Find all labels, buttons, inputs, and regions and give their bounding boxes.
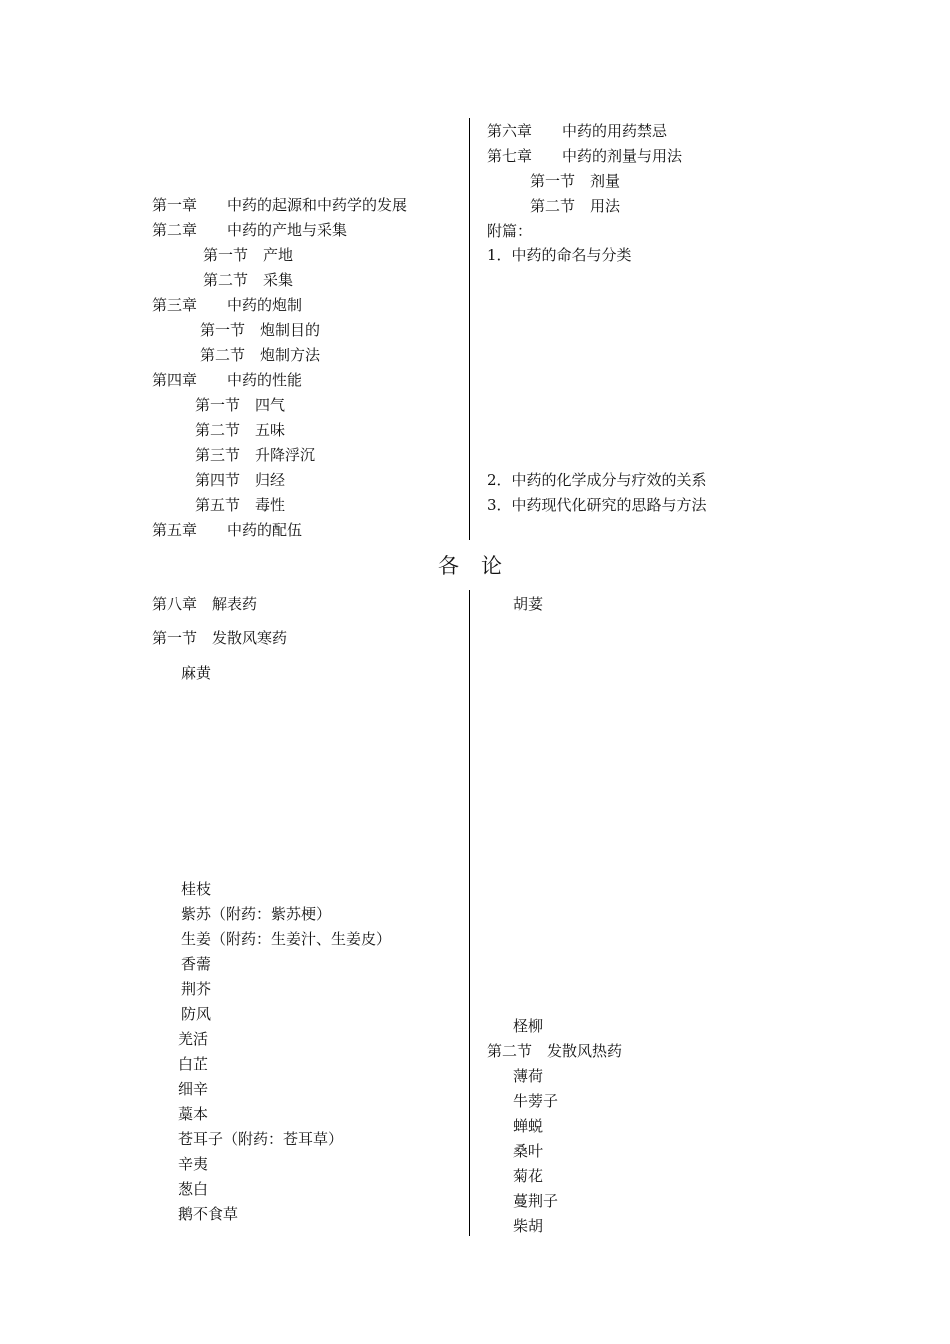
chapter-7-section-2: 第二节 用法 bbox=[530, 197, 621, 215]
chapter-7-section-1: 第一节 剂量 bbox=[530, 172, 621, 190]
appendix-item-2: 2．中药的化学成分与疗效的关系 bbox=[487, 471, 707, 489]
herb-chaihu: 柴胡 bbox=[513, 1217, 544, 1235]
chapter-2-section-2: 第二节 采集 bbox=[203, 271, 294, 289]
chapter-3-section-1: 第一节 炮制目的 bbox=[200, 321, 321, 339]
herb-cangerzi: 苍耳子（附药：苍耳草） bbox=[178, 1130, 344, 1148]
herb-zisu: 紫苏（附药：紫苏梗） bbox=[181, 905, 332, 923]
chapter-8-section-1: 第一节 发散风寒药 bbox=[152, 629, 288, 647]
chapter-4-section-3: 第三节 升降浮沉 bbox=[195, 446, 316, 464]
column-divider-top bbox=[469, 118, 470, 540]
appendix-item-3: 3．中药现代化研究的思路与方法 bbox=[487, 496, 707, 514]
herb-fangfeng: 防风 bbox=[181, 1005, 212, 1023]
herb-mahuang: 麻黄 bbox=[181, 664, 212, 682]
herb-manjingzi: 蔓荆子 bbox=[513, 1192, 559, 1210]
chapter-7: 第七章 中药的剂量与用法 bbox=[487, 147, 683, 165]
chapter-3-section-2: 第二节 炮制方法 bbox=[200, 346, 321, 364]
herb-congbai: 葱白 bbox=[178, 1180, 209, 1198]
chapter-4-section-2: 第二节 五味 bbox=[195, 421, 286, 439]
appendix-title: 附篇： bbox=[487, 222, 533, 240]
herb-jingjie: 荆芥 bbox=[181, 980, 212, 998]
chapter-6: 第六章 中药的用药禁忌 bbox=[487, 122, 668, 140]
section-heading: 各论 bbox=[438, 554, 524, 578]
chapter-5: 第五章 中药的配伍 bbox=[152, 521, 303, 539]
chapter-8: 第八章 解表药 bbox=[152, 595, 258, 613]
herb-shengjiang: 生姜（附药：生姜汁、生姜皮） bbox=[181, 930, 392, 948]
herb-sangye: 桑叶 bbox=[513, 1142, 544, 1160]
herb-ebushicao: 鹅不食草 bbox=[178, 1205, 239, 1223]
herb-juhua: 菊花 bbox=[513, 1167, 544, 1185]
herb-xinyi: 辛夷 bbox=[178, 1155, 209, 1173]
herb-bohe: 薄荷 bbox=[513, 1067, 544, 1085]
herb-xiangru: 香薷 bbox=[181, 955, 212, 973]
herb-niubangzi: 牛蒡子 bbox=[513, 1092, 559, 1110]
chapter-4: 第四章 中药的性能 bbox=[152, 371, 303, 389]
chapter-8-section-2: 第二节 发散风热药 bbox=[487, 1042, 623, 1060]
chapter-2: 第二章 中药的产地与采集 bbox=[152, 221, 348, 239]
herb-guizhi: 桂枝 bbox=[181, 880, 212, 898]
chapter-4-section-4: 第四节 归经 bbox=[195, 471, 286, 489]
chapter-4-section-5: 第五节 毒性 bbox=[195, 496, 286, 514]
herb-xixin: 细辛 bbox=[178, 1080, 209, 1098]
herb-chantui: 蝉蜕 bbox=[513, 1117, 544, 1135]
herb-gaoben: 藁本 bbox=[178, 1105, 209, 1123]
chapter-2-section-1: 第一节 产地 bbox=[203, 246, 294, 264]
herb-baizhi: 白芷 bbox=[178, 1055, 209, 1073]
chapter-4-section-1: 第一节 四气 bbox=[195, 396, 286, 414]
herb-qianghuo: 羌活 bbox=[178, 1030, 209, 1048]
chapter-3: 第三章 中药的炮制 bbox=[152, 296, 303, 314]
appendix-item-1: 1．中药的命名与分类 bbox=[487, 246, 632, 264]
herb-husui: 胡荽 bbox=[513, 595, 544, 613]
chapter-1: 第一章 中药的起源和中药学的发展 bbox=[152, 196, 408, 214]
herb-chengliu: 柽柳 bbox=[513, 1017, 544, 1035]
column-divider-bottom bbox=[469, 590, 470, 1236]
